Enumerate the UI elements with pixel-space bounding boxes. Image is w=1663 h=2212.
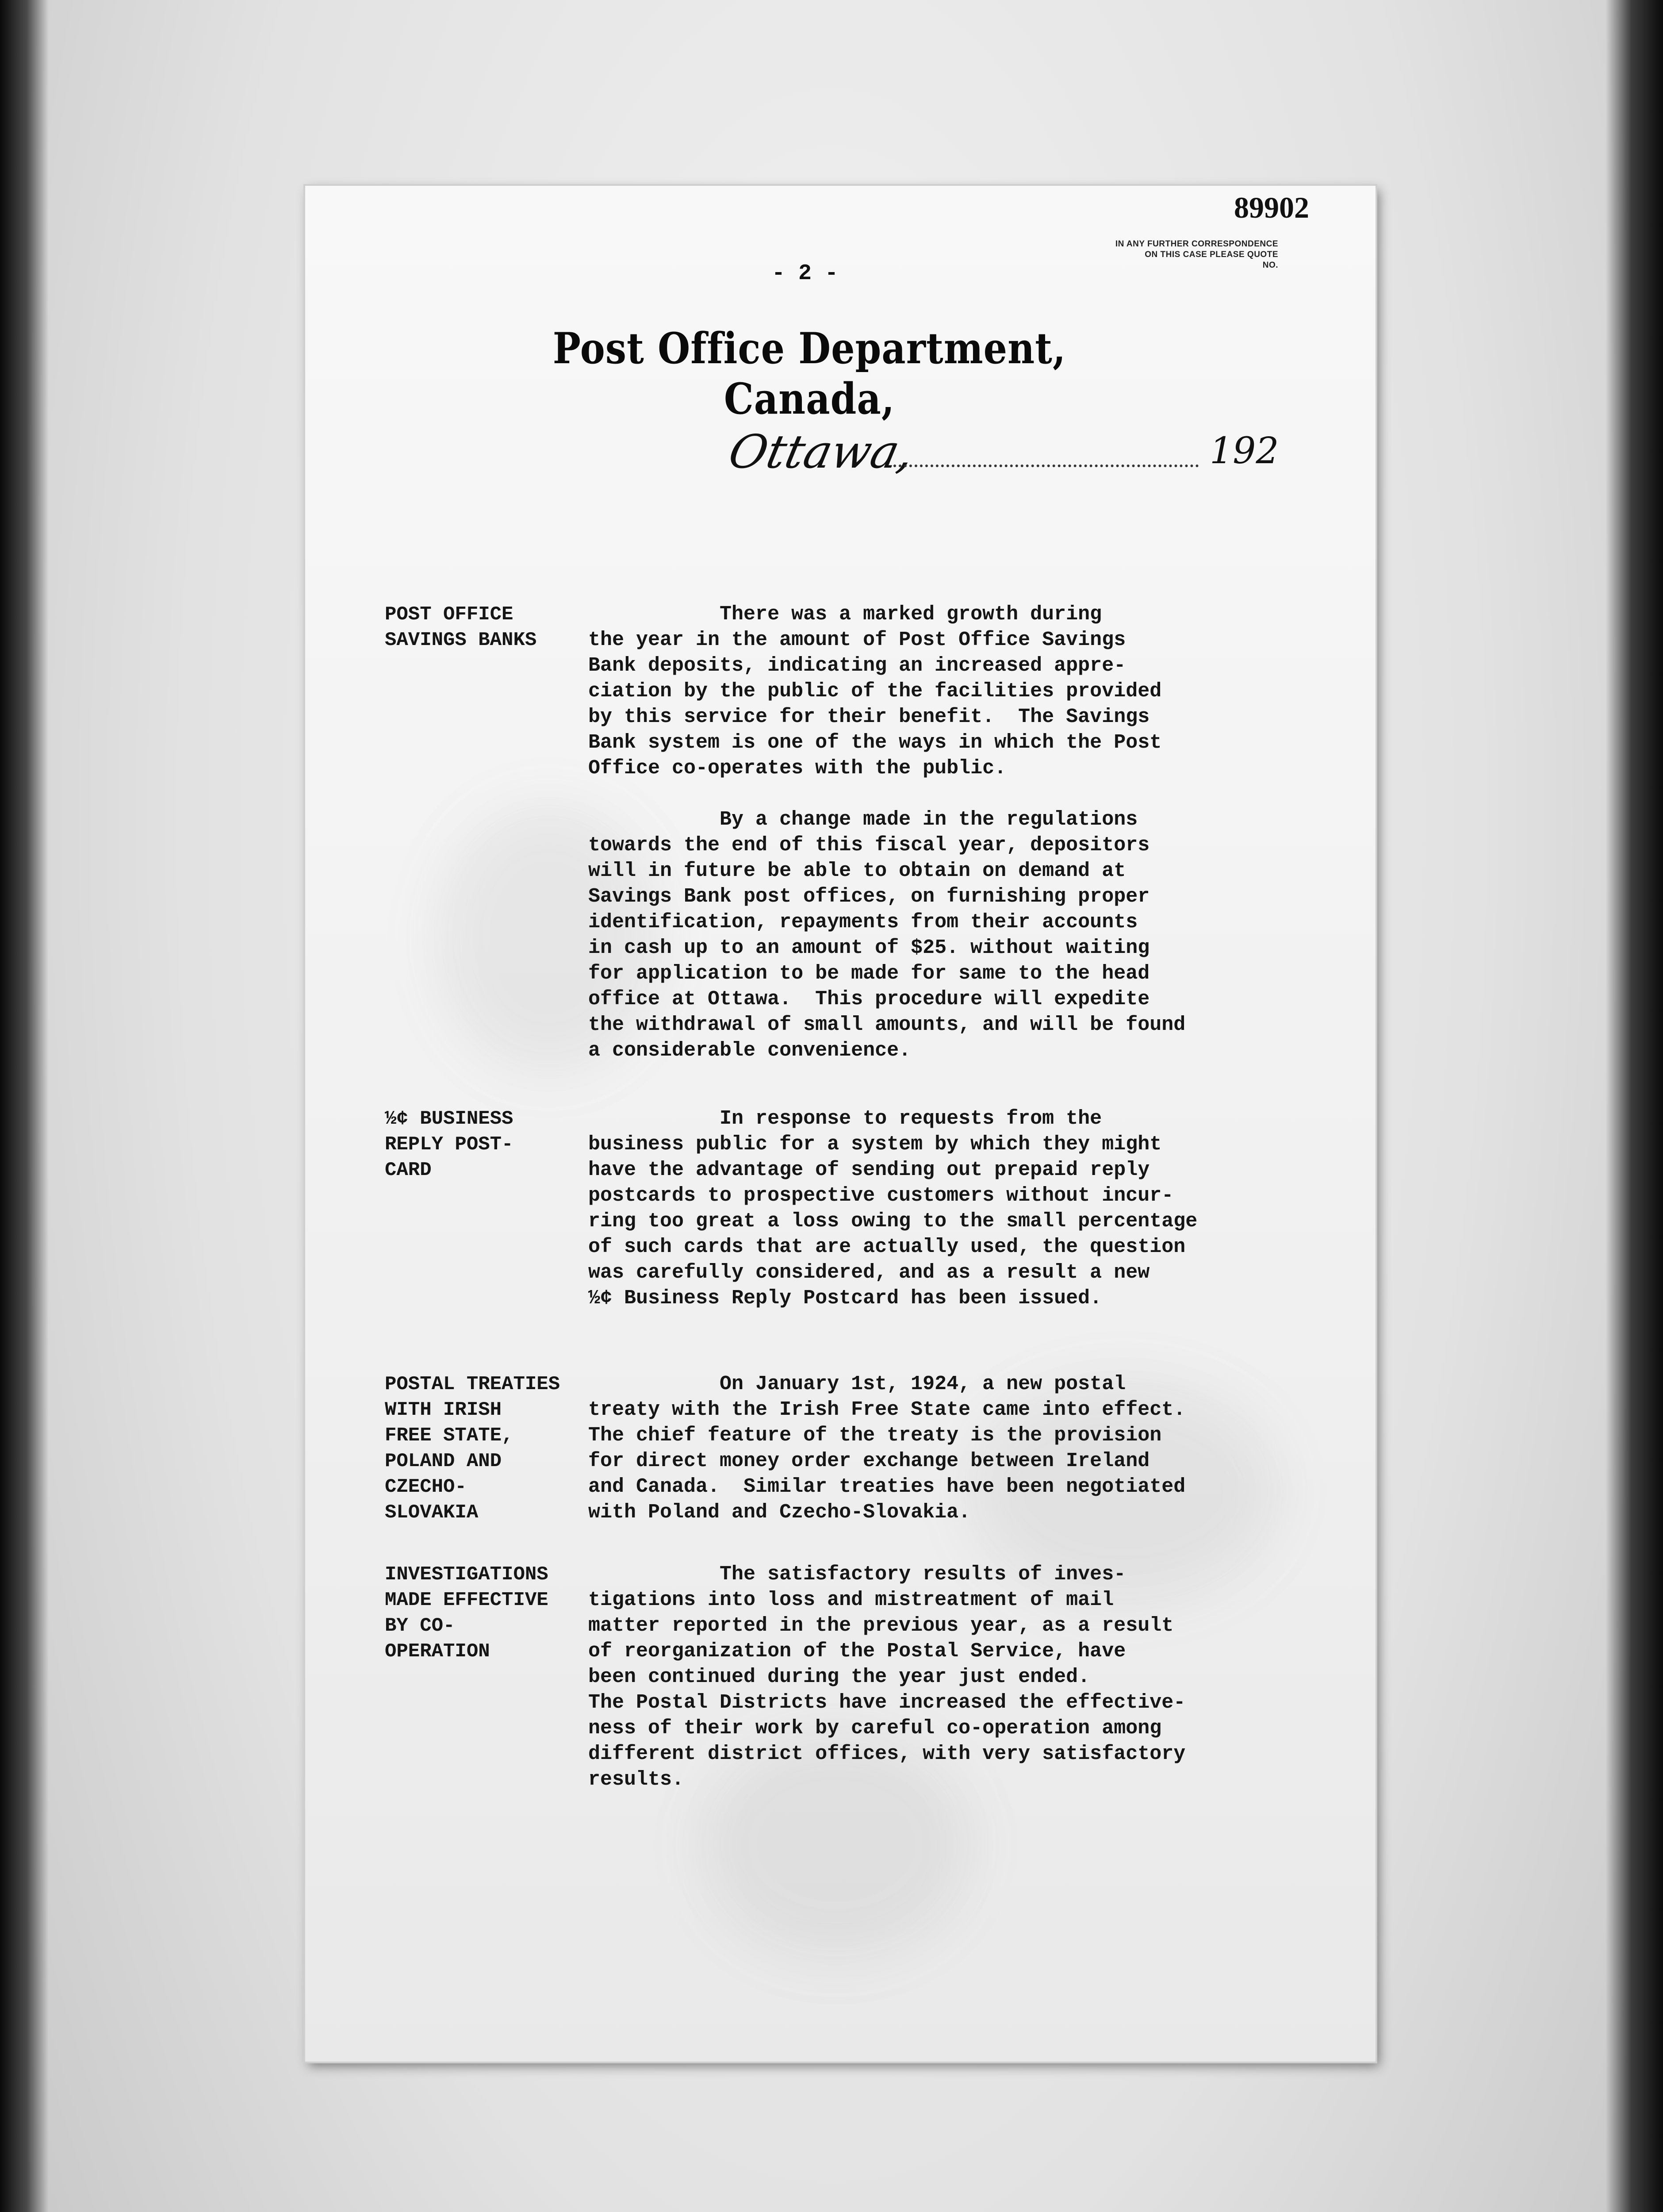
section-heading: INVESTIGATIONS MADE EFFECTIVE BY CO- OPERATION (385, 1563, 548, 1663)
dateline (724, 425, 1279, 479)
section-heading: POST OFFICE SAVINGS BANKS (385, 603, 537, 651)
correspondence-note (991, 239, 1278, 271)
page-number: - 2 - (771, 261, 839, 286)
dateline-year: 192 (1210, 430, 1279, 472)
section-paragraph: In response to requests from the business public for a system by which they might have the advantage of sending out prepaid reply postcards to prospective customers without incur- ring too great a loss owing to the small percentage of such cards that are actually used, the question was carefully considered, and as a result a new ½¢ Business Reply Postcard has been issued. (588, 1107, 1198, 1310)
correspondence-note-line: NO. (1262, 261, 1278, 270)
department-heading: Post Office Department, Canada, (552, 323, 1066, 424)
right-shadow-border (1606, 0, 1663, 2212)
section-paragraph: On January 1st, 1924, a new postal treaty with the Irish Free State came into effect. The chief feature of the treaty is the provision for direct money order exchange between Ireland and Canada. Similar treaties have been negotiated with Poland and Czecho-Slovakia. (588, 1373, 1186, 1524)
file-number: 89902 (1234, 191, 1309, 224)
correspondence-note-line: ON THIS CASE PLEASE QUOTE (1145, 250, 1278, 259)
dateline-dotted-rule (893, 465, 1199, 467)
correspondence-note-line: IN ANY FURTHER CORRESPONDENCE (1115, 239, 1278, 249)
left-shadow-border (0, 0, 49, 2212)
section-heading: ½¢ BUSINESS REPLY POST- CARD (385, 1108, 513, 1181)
section-paragraph: There was a marked growth during the year in the amount of Post Office Savings Bank deposits, indicating an increased appre- ciation by the public of the facilities provided by this service for their benefit. The Savings Bank system is one of the ways in which the Post Office co-operates with the public. (588, 603, 1162, 780)
section-paragraph: The satisfactory results of inves- tigations into loss and mistreatment of mail matter reported in the previous year, as a result of reorganization of the Postal Service, have been continued during the year just ended. The Postal Districts have increased the effective- ness of their work by careful co-operation among different district offices, with very satisfactory results. (588, 1563, 1186, 1791)
section-heading: POSTAL TREATIES WITH IRISH FREE STATE, POLAND AND CZECHO- SLOVAKIA (385, 1373, 560, 1524)
dateline-city: Ottawa, (724, 425, 919, 479)
section-paragraph: By a change made in the regulations towards the end of this fiscal year, depositors will in future be able to obtain on demand at Savings Bank post offices, on furnishing proper identification, repayments from their accounts in cash up to an amount of $25. without waiting for application to be made for same to the head office at Ottawa. This procedure will expedite the withdrawal of small amounts, and will be found a considerable convenience. (588, 808, 1186, 1062)
